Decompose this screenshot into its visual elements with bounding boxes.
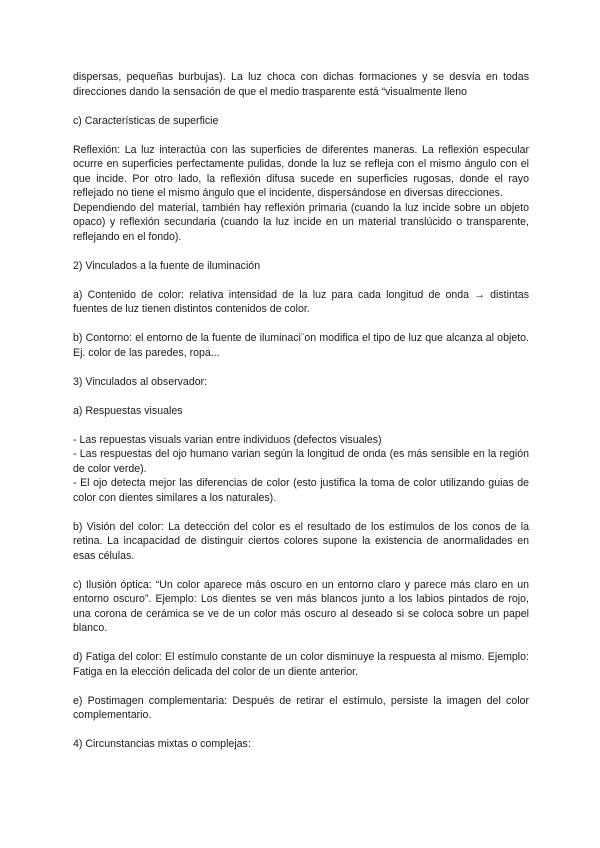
intro-paragraph: dispersas, pequeñas burbujas). La luz choca con dichas formaciones y se desvía en todas direcciones dando la sensación de que el medio trasparente está “visualmente lleno: [73, 71, 529, 98]
section-c-heading: c) Características de superficie: [73, 114, 219, 127]
section-2-heading: 2) Vinculados a la fuente de iluminación: [73, 259, 261, 272]
section-3c-paragraph: c) Ilusión óptica: “Un color aparece más oscuro en un entorno claro y parece más claro en un entorno oscuro”. Ejemplo: Los dientes se ven más blancos junto a los labios pintados de rojo, una corona de cerámica se ve de un color más oscuro al deseado si se coloca sobre un papel blanco.: [73, 578, 529, 634]
section-3b-paragraph: b) Visión del color: La detección del color es el resultado de los estímulos de los conos de la retina. La incapacidad de distinguir ciertos colores supone la existencia de anormalidades en esas células.: [73, 520, 529, 562]
document-page: [73, 70, 529, 766]
section-2a-paragraph: a) Contenido de color: relativa intensidad de la luz para cada longitud de onda → distintas fuentes de luz tienen distintos contenidos de color.: [73, 288, 529, 315]
list-item: - El ojo detecta mejor las diferencias de color (esto justifica la toma de color utilizando guias de color con dientes similares a los naturales).: [73, 477, 529, 504]
section-3a-list: [73, 433, 529, 506]
section-3-heading: 3) Vinculados al observador:: [73, 375, 208, 388]
section-3e-paragraph: e) Postimagen complementaria: Después de retirar el estímulo, persiste la imagen del color complementario.: [73, 694, 529, 721]
section-4-heading: 4) Circunstancias mixtas o complejas:: [73, 738, 251, 750]
list-item: - Las respuestas del ojo humano varian según la longitud de onda (es más sensible en la región de color verde).: [73, 448, 529, 475]
material-paragraph: Dependiendo del material, también hay reflexión primaria (cuando la luz incide sobre un objeto opaco) y reflexión secundaria (cuando la luz incide en un material translúcido o transparente, reflejando en el fondo).: [73, 201, 529, 243]
section-3a-heading: a) Respuestas visuales: [73, 404, 183, 417]
section-2b-paragraph: b) Contorno: el entorno de la fuente de iluminaci¨on modifica el tipo de luz que alcanza al objeto. Ej. color de las paredes, ropa...: [73, 332, 529, 359]
list-item: - Las repuestas visuals varian entre individuos (defectos visuales): [73, 433, 382, 446]
reflexion-paragraph: Reflexión: La luz interactúa con las superficies de diferentes maneras. La reflexión especular ocurre en superficies perfectamente pulidas, donde la luz se refleja con el mismo ángulo con el que incide. Por otro lado, la reflexión difusa sucede en superficies rugosas, donde el rayo reflejado no tiene el mismo ángulo que el incidente, dispersándose en diversas direcciones.: [73, 143, 529, 199]
section-3d-paragraph: d) Fatiga del color: El estímulo constante de un color disminuye la respuesta al mismo. Ejemplo: Fatiga en la elección delicada del color de un diente anterior.: [73, 651, 529, 678]
